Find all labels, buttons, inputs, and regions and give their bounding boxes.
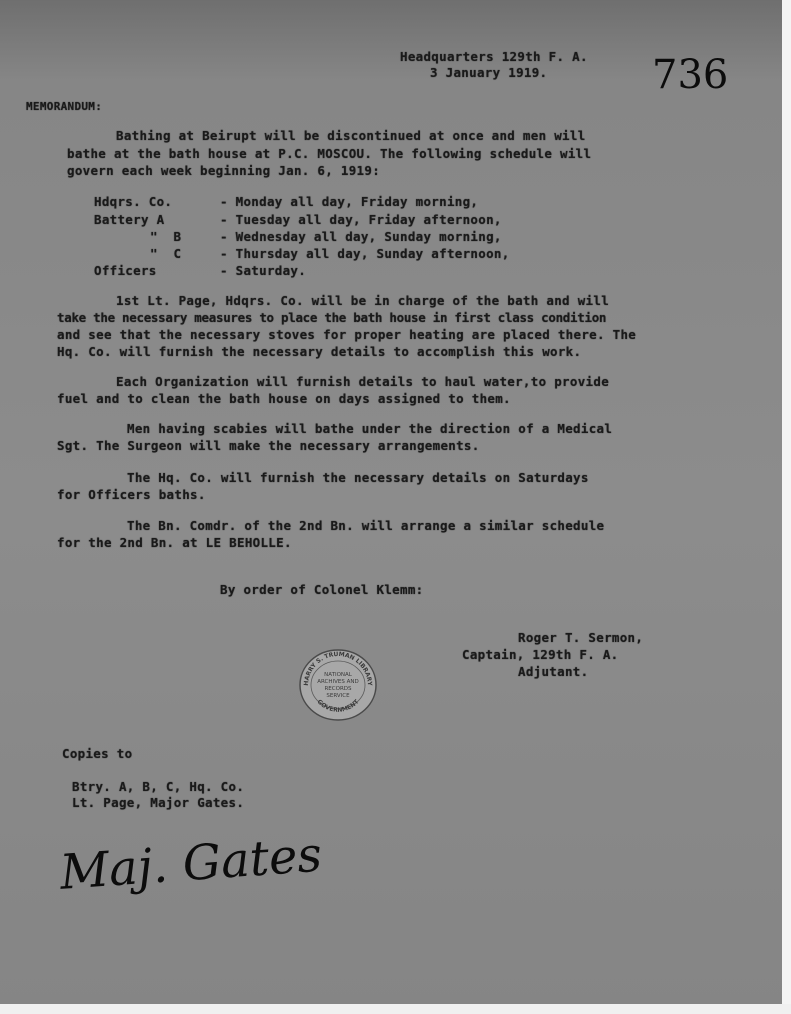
- intro-line-3: govern each week beginning Jan. 6, 1919:: [67, 163, 381, 178]
- para5-line-1: The Bn. Comdr. of the 2nd Bn. will arrange a similar schedule: [127, 518, 605, 533]
- stamp-line-3: RECORDS: [324, 686, 352, 692]
- copies-label: Copies to: [62, 746, 133, 761]
- para4-line-1: The Hq. Co. will furnish the necessary details on Saturdays: [127, 470, 589, 485]
- schedule-unit: Battery A: [94, 212, 165, 227]
- paper-edge-right: [782, 0, 791, 1014]
- para1-line-2: take the necessary measures to place the bath house in first class condition: [57, 310, 607, 325]
- schedule-days: - Thursday all day, Sunday afternoon,: [220, 246, 510, 261]
- intro-line-2: bathe at the bath house at P.C. MOSCOU. The following schedule will: [67, 146, 592, 161]
- archive-stamp-seal: [298, 648, 378, 722]
- para2-line-1: Each Organization will furnish details to haul water,to provide: [116, 374, 610, 389]
- signature-name: Roger T. Sermon,: [518, 630, 644, 645]
- schedule-days: - Monday all day, Friday morning,: [220, 194, 479, 209]
- para1-line-1: 1st Lt. Page, Hdqrs. Co. will be in charge of the bath and will: [116, 293, 610, 308]
- schedule-days: - Wednesday all day, Sunday morning,: [220, 229, 502, 244]
- schedule-unit: Officers: [94, 263, 157, 278]
- handwritten-note: Maj. Gates: [58, 826, 324, 901]
- schedule-days: - Saturday.: [220, 263, 307, 278]
- para4-line-2: for Officers baths.: [57, 487, 206, 502]
- signature-title: Adjutant.: [518, 664, 589, 679]
- schedule-unit: " B: [150, 229, 182, 244]
- page-number: 736: [652, 52, 729, 98]
- para1-line-4: Hq. Co. will furnish the necessary details to accomplish this work.: [57, 344, 582, 359]
- order-line: By order of Colonel Klemm:: [220, 582, 424, 597]
- para1-line-3: and see that the necessary stoves for proper heating are placed there. The: [57, 327, 637, 342]
- stamp-bottom-text: GOVERNMENT: [315, 698, 361, 714]
- para3-line-2: Sgt. The Surgeon will make the necessary arrangements.: [57, 438, 480, 453]
- intro-line-1: Bathing at Beirupt will be discontinued at once and men will: [116, 128, 586, 143]
- signature-rank: Captain, 129th F. A.: [462, 647, 619, 662]
- para3-line-1: Men having scabies will bathe under the direction of a Medical: [127, 421, 613, 436]
- header-date: 3 January 1919.: [430, 65, 548, 80]
- para2-line-2: fuel and to clean the bath house on days assigned to them.: [57, 391, 511, 406]
- stamp-line-4: SERVICE: [326, 693, 350, 699]
- stamp-top-text: HARRY S. TRUMAN LIBRARY: [302, 650, 374, 687]
- stamp-line-1: NATIONAL: [324, 672, 352, 678]
- header-unit: Headquarters 129th F. A.: [400, 49, 588, 64]
- copies-line-2: Lt. Page, Major Gates.: [72, 795, 245, 810]
- copies-line-1: Btry. A, B, C, Hq. Co.: [72, 779, 245, 794]
- memo-label: MEMORANDUM:: [26, 100, 103, 113]
- stamp-line-2: ARCHIVES AND: [317, 679, 359, 685]
- schedule-days: - Tuesday all day, Friday afternoon,: [220, 212, 502, 227]
- paper-edge-bottom: [0, 1004, 791, 1014]
- schedule-unit: " C: [150, 246, 182, 261]
- schedule-unit: Hdqrs. Co.: [94, 194, 173, 209]
- para5-line-2: for the 2nd Bn. at LE BEHOLLE.: [57, 535, 292, 550]
